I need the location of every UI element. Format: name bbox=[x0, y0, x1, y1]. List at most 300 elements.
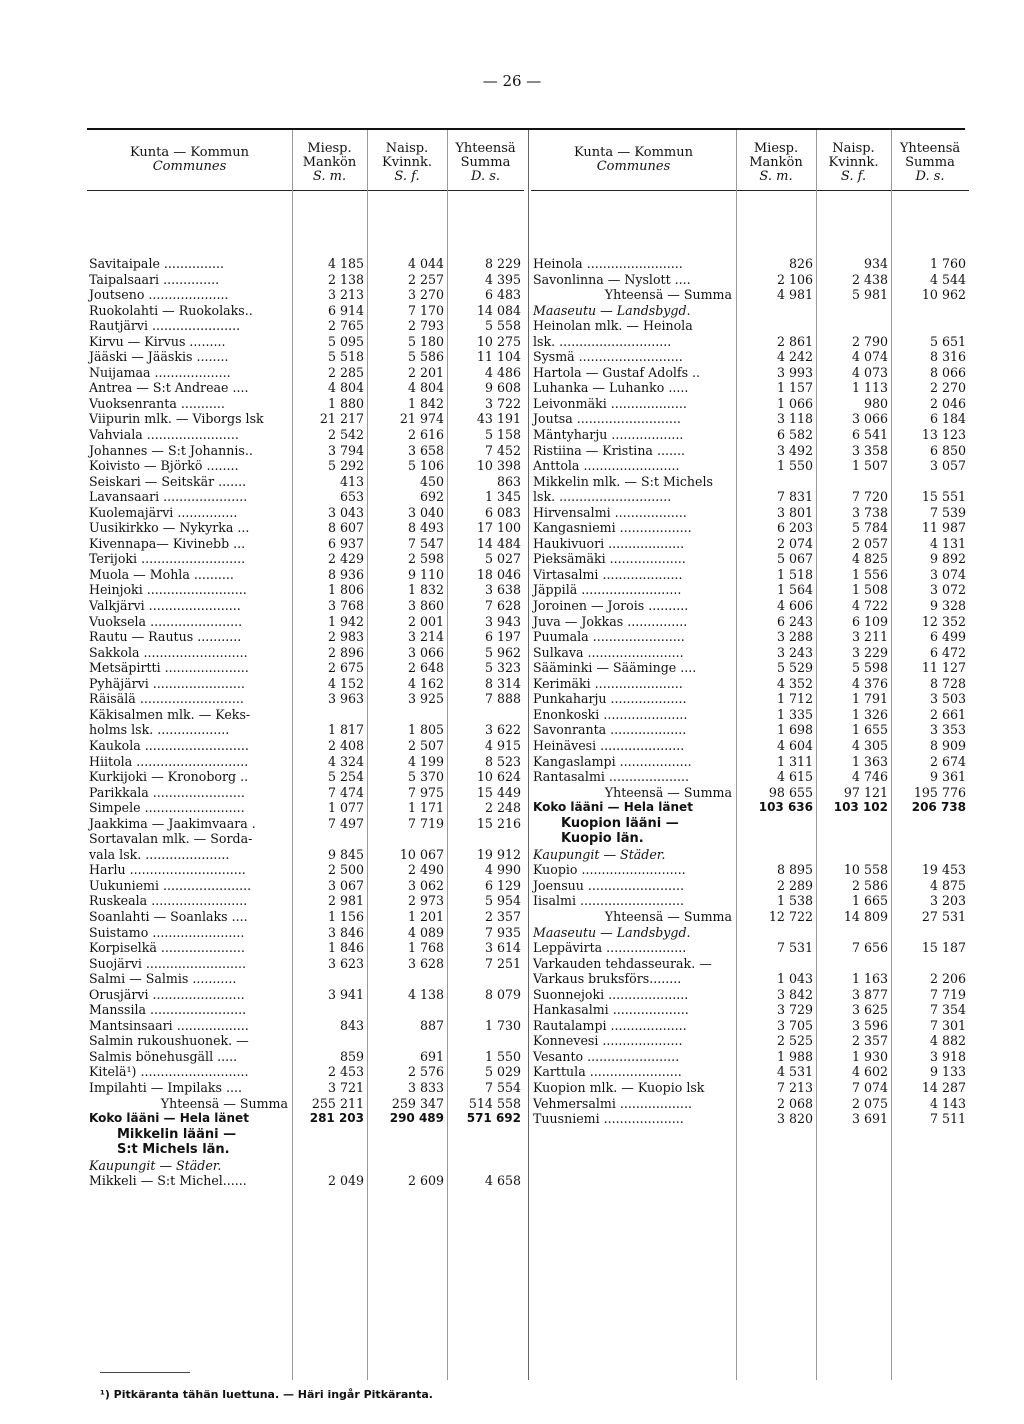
row-name: lsk. ............................ bbox=[533, 333, 672, 349]
table-row bbox=[87, 303, 524, 319]
row-miesp bbox=[736, 474, 816, 490]
row-miesp: 1 311 bbox=[776, 753, 813, 769]
row-naisp: 3 691 bbox=[851, 1111, 888, 1127]
table-row bbox=[531, 956, 969, 972]
row-miesp: 2 068 bbox=[776, 1095, 813, 1111]
right-population-table bbox=[531, 256, 969, 1127]
row-name: Suistamo ....................... bbox=[89, 924, 245, 940]
row-miesp: 3 623 bbox=[327, 955, 364, 971]
row-naisp: 3 066 bbox=[851, 411, 888, 427]
table-row bbox=[87, 365, 524, 381]
table-row bbox=[531, 1064, 969, 1080]
row-total: 4 990 bbox=[484, 862, 521, 878]
row-miesp: 8 936 bbox=[327, 566, 364, 582]
row-naisp: 4 074 bbox=[851, 349, 888, 365]
row-miesp: 3 768 bbox=[327, 598, 364, 614]
row-naisp bbox=[816, 303, 891, 319]
row-name: Valkjärvi ....................... bbox=[89, 598, 241, 614]
table-row bbox=[87, 987, 524, 1003]
row-total: 8 316 bbox=[929, 349, 966, 365]
row-naisp: 450 bbox=[419, 473, 444, 489]
row-naisp: 3 214 bbox=[407, 629, 444, 645]
table-row bbox=[531, 800, 969, 816]
row-total: 2 674 bbox=[929, 753, 966, 769]
row-total: 4 658 bbox=[484, 1173, 521, 1189]
row-name: Savonranta ................... bbox=[533, 722, 687, 738]
row-name: Jäppilä ......................... bbox=[533, 582, 682, 598]
row-total: 7 354 bbox=[929, 1002, 966, 1018]
row-name: Savitaipale ............... bbox=[89, 256, 224, 271]
row-name: Manssila ........................ bbox=[89, 1002, 247, 1018]
row-total: 10 624 bbox=[476, 769, 521, 785]
row-naisp: 4 073 bbox=[851, 364, 888, 380]
row-miesp: 6 914 bbox=[327, 302, 364, 318]
row-naisp: 3 358 bbox=[851, 442, 888, 458]
row-name: Iisalmi .......................... bbox=[533, 893, 685, 909]
row-miesp: 3 705 bbox=[776, 1017, 813, 1033]
row-name: Vahviala ....................... bbox=[89, 427, 239, 443]
table-row bbox=[87, 645, 524, 661]
table-row bbox=[87, 380, 524, 396]
table-row bbox=[87, 582, 524, 598]
table-row bbox=[87, 707, 524, 723]
row-name: Koko lääni — Hela länet bbox=[89, 1111, 249, 1126]
row-name: Soanlahti — Soanlaks .... bbox=[89, 908, 248, 924]
row-naisp bbox=[816, 956, 891, 972]
table-row bbox=[87, 831, 524, 847]
row-naisp: 4 089 bbox=[407, 924, 444, 940]
row-total: 19 912 bbox=[476, 846, 521, 862]
row-name: Maaseutu — Landsbygd. bbox=[533, 302, 691, 318]
row-name: Rautalampi ................... bbox=[533, 1017, 687, 1033]
row-total: 15 449 bbox=[476, 784, 521, 800]
row-name: Jääski — Jääskis ........ bbox=[89, 349, 229, 365]
header-yht-right-3: D. s. bbox=[915, 169, 945, 184]
row-name: Virtasalmi .................... bbox=[533, 566, 683, 582]
row-total bbox=[891, 925, 969, 941]
row-miesp: 3 067 bbox=[327, 877, 364, 893]
row-miesp: 1 806 bbox=[327, 582, 364, 598]
row-naisp: 259 347 bbox=[391, 1095, 444, 1111]
table-row bbox=[531, 427, 969, 443]
row-name: Kangaslampi .................. bbox=[533, 753, 692, 769]
row-miesp: 2 074 bbox=[776, 535, 813, 551]
row-naisp: 4 804 bbox=[407, 380, 444, 396]
row-total: 5 158 bbox=[484, 427, 521, 443]
row-total: 12 352 bbox=[921, 613, 966, 629]
row-name: Tuusniemi .................... bbox=[533, 1111, 684, 1127]
table-row bbox=[531, 396, 969, 412]
table-row bbox=[531, 738, 969, 754]
table-row bbox=[87, 318, 524, 334]
row-miesp: 843 bbox=[339, 1017, 364, 1033]
row-name: Savonlinna — Nyslott .... bbox=[533, 271, 691, 287]
row-naisp: 4 602 bbox=[851, 1064, 888, 1080]
row-name: Sääminki — Säämingе .... bbox=[533, 660, 697, 676]
table-row bbox=[87, 489, 524, 505]
row-name: Haukivuori ................... bbox=[533, 535, 685, 551]
header-yht-2: Summa bbox=[460, 155, 511, 170]
row-name: Ruskeala ........................ bbox=[89, 893, 248, 909]
row-naisp: 2 576 bbox=[407, 1064, 444, 1080]
row-total bbox=[447, 971, 524, 987]
row-total: 8 314 bbox=[484, 675, 521, 691]
row-naisp: 103 102 bbox=[833, 800, 888, 815]
row-name: Hirvensalmi .................. bbox=[533, 504, 687, 520]
row-name: lsk. ............................ bbox=[533, 489, 672, 505]
row-miesp: 3 118 bbox=[776, 411, 813, 427]
header-miesp-3: S. m. bbox=[312, 169, 347, 184]
row-miesp: 1 550 bbox=[776, 458, 813, 474]
row-name: Uusikirkko — Nykyrka ... bbox=[89, 520, 250, 536]
row-miesp bbox=[736, 303, 816, 319]
table-row bbox=[87, 536, 524, 552]
row-total: 6 472 bbox=[929, 644, 966, 660]
row-miesp bbox=[292, 1002, 367, 1018]
row-total: 6 184 bbox=[929, 411, 966, 427]
table-row bbox=[87, 878, 524, 894]
row-naisp: 7 074 bbox=[851, 1079, 888, 1095]
row-miesp: 6 203 bbox=[776, 520, 813, 536]
row-miesp: 4 324 bbox=[327, 753, 364, 769]
table-row bbox=[531, 754, 969, 770]
header-naisp-right-1: Naisp. bbox=[832, 141, 875, 156]
footnote: ¹) Pitkäranta tähän luettuna. — Häri ingår Pitkäranta. bbox=[100, 1388, 433, 1401]
row-name: Jaakkima — Jaakimvaara . bbox=[89, 815, 256, 831]
row-miesp: 2 861 bbox=[776, 333, 813, 349]
row-naisp: 7 719 bbox=[407, 815, 444, 831]
row-name: Vuoksela ....................... bbox=[89, 613, 243, 629]
row-total: 11 987 bbox=[921, 520, 966, 536]
row-naisp: 1 665 bbox=[851, 893, 888, 909]
row-naisp: 2 438 bbox=[851, 271, 888, 287]
row-miesp: 1 942 bbox=[327, 613, 364, 629]
row-naisp: 1 832 bbox=[407, 582, 444, 598]
row-name: Pieksämäki ................... bbox=[533, 551, 686, 567]
row-total: 15 216 bbox=[476, 815, 521, 831]
row-total: 8 728 bbox=[929, 675, 966, 691]
row-miesp: 3 993 bbox=[776, 364, 813, 380]
row-naisp: 5 106 bbox=[407, 458, 444, 474]
row-miesp: 3 243 bbox=[776, 644, 813, 660]
row-miesp: 5 292 bbox=[327, 458, 364, 474]
row-miesp bbox=[736, 318, 816, 334]
table-row bbox=[531, 722, 969, 738]
table-row bbox=[531, 1002, 969, 1018]
row-total: 9 608 bbox=[484, 380, 521, 396]
row-miesp: 2 675 bbox=[327, 660, 364, 676]
row-miesp: 1 846 bbox=[327, 940, 364, 956]
row-naisp: 2 790 bbox=[851, 333, 888, 349]
row-total: 17 100 bbox=[476, 520, 521, 536]
row-name: Kuopion lääni — bbox=[561, 815, 679, 831]
row-total: 7 452 bbox=[484, 442, 521, 458]
row-naisp: 3 738 bbox=[851, 504, 888, 520]
table-row bbox=[531, 707, 969, 723]
row-name: Leppävirta .................... bbox=[533, 940, 687, 956]
row-name: Sulkava ........................ bbox=[533, 644, 684, 660]
row-total: 3 072 bbox=[929, 582, 966, 598]
table-row bbox=[531, 816, 969, 832]
row-total: 6 850 bbox=[929, 442, 966, 458]
table-row bbox=[87, 598, 524, 614]
separator-1 bbox=[292, 130, 293, 1380]
row-total: 15 187 bbox=[921, 940, 966, 956]
row-total: 195 776 bbox=[913, 784, 966, 800]
row-total: 8 523 bbox=[484, 753, 521, 769]
row-name: Suonnejoki .................... bbox=[533, 986, 689, 1002]
row-total: 5 029 bbox=[484, 1064, 521, 1080]
row-name: Ristiina — Kristina ....... bbox=[533, 442, 685, 458]
row-name: Kuolemajärvi ............... bbox=[89, 504, 238, 520]
row-total: 9 361 bbox=[929, 769, 966, 785]
header-naisp-2: Kvinnk. bbox=[382, 155, 432, 170]
row-total: 9 892 bbox=[929, 551, 966, 567]
row-name: Rautjärvi ...................... bbox=[89, 318, 241, 334]
row-name: Luhanka — Luhanko ..... bbox=[533, 380, 689, 396]
footnote-rule bbox=[100, 1372, 190, 1373]
row-total: 4 875 bbox=[929, 877, 966, 893]
row-miesp: 1 156 bbox=[327, 908, 364, 924]
table-row bbox=[531, 520, 969, 536]
row-name: vala lsk. ..................... bbox=[89, 846, 230, 862]
row-miesp: 8 607 bbox=[327, 520, 364, 536]
row-naisp: 692 bbox=[419, 489, 444, 505]
row-naisp: 97 121 bbox=[843, 784, 888, 800]
table-row bbox=[87, 1127, 524, 1143]
row-naisp: 3 229 bbox=[851, 644, 888, 660]
row-naisp: 1 805 bbox=[407, 722, 444, 738]
row-miesp: 5 254 bbox=[327, 769, 364, 785]
table-row bbox=[531, 365, 969, 381]
row-miesp: 3 213 bbox=[327, 287, 364, 303]
row-miesp: 3 820 bbox=[776, 1111, 813, 1127]
table-row bbox=[87, 956, 524, 972]
header-yht-right-2: Summa bbox=[905, 155, 955, 170]
row-naisp: 5 180 bbox=[407, 333, 444, 349]
row-total bbox=[447, 1033, 524, 1049]
row-total: 1 345 bbox=[484, 489, 521, 505]
header-miesp-2: Mankön bbox=[302, 155, 357, 170]
row-miesp: 2 542 bbox=[327, 427, 364, 443]
row-miesp: 1 988 bbox=[776, 1048, 813, 1064]
row-total: 3 503 bbox=[929, 691, 966, 707]
table-row bbox=[531, 878, 969, 894]
row-total: 3 943 bbox=[484, 613, 521, 629]
row-total: 27 531 bbox=[921, 908, 966, 924]
row-naisp: 1 768 bbox=[407, 940, 444, 956]
table-row bbox=[531, 458, 969, 474]
row-miesp: 4 604 bbox=[776, 737, 813, 753]
row-total: 5 962 bbox=[484, 644, 521, 660]
table-row bbox=[87, 551, 524, 567]
row-name: Rautu — Rautus ........... bbox=[89, 629, 242, 645]
row-name: Mikkelin lääni — bbox=[117, 1126, 237, 1142]
table-row bbox=[531, 1080, 969, 1096]
row-total: 6 499 bbox=[929, 629, 966, 645]
table-row bbox=[87, 909, 524, 925]
table-row bbox=[87, 256, 524, 272]
row-naisp: 8 493 bbox=[407, 520, 444, 536]
table-row bbox=[87, 754, 524, 770]
row-naisp: 3 625 bbox=[851, 1002, 888, 1018]
row-naisp: 2 609 bbox=[407, 1173, 444, 1189]
row-name: Kerimäki ...................... bbox=[533, 675, 683, 691]
row-miesp: 7 497 bbox=[327, 815, 364, 831]
row-name: Konnevesi .................... bbox=[533, 1033, 683, 1049]
row-miesp: 2 408 bbox=[327, 737, 364, 753]
row-name: Kirvu — Kirvus ......... bbox=[89, 333, 226, 349]
row-name: Karttula ....................... bbox=[533, 1064, 682, 1080]
row-miesp: 1 157 bbox=[776, 380, 813, 396]
header-kunta bbox=[87, 146, 292, 174]
separator-4 bbox=[736, 130, 737, 1380]
row-naisp: 1 507 bbox=[851, 458, 888, 474]
row-naisp: 1 791 bbox=[851, 691, 888, 707]
header-kunta-right-label: Kunta — Kommun bbox=[574, 145, 693, 160]
row-total: 1 550 bbox=[484, 1048, 521, 1064]
row-naisp: 10 558 bbox=[843, 862, 888, 878]
row-total: 9 133 bbox=[929, 1064, 966, 1080]
row-name: Puumala ....................... bbox=[533, 629, 685, 645]
row-naisp: 2 357 bbox=[851, 1033, 888, 1049]
table-row bbox=[531, 598, 969, 614]
left-table-header bbox=[87, 130, 524, 191]
row-miesp: 1 817 bbox=[327, 722, 364, 738]
row-miesp: 2 289 bbox=[776, 877, 813, 893]
row-miesp: 3 941 bbox=[327, 986, 364, 1002]
row-naisp: 3 833 bbox=[407, 1079, 444, 1095]
row-name: Yhteensä — Summa bbox=[604, 784, 732, 800]
row-total bbox=[447, 1002, 524, 1018]
row-total: 4 882 bbox=[929, 1033, 966, 1049]
row-total: 5 954 bbox=[484, 893, 521, 909]
row-naisp: 7 170 bbox=[407, 302, 444, 318]
row-miesp: 7 531 bbox=[776, 940, 813, 956]
row-total bbox=[891, 474, 969, 490]
row-miesp: 6 937 bbox=[327, 535, 364, 551]
row-total: 2 046 bbox=[929, 395, 966, 411]
row-naisp: 887 bbox=[419, 1017, 444, 1033]
row-total: 8 229 bbox=[484, 256, 521, 271]
row-miesp: 653 bbox=[339, 489, 364, 505]
row-name: Lavansaari ..................... bbox=[89, 489, 248, 505]
row-miesp: 3 801 bbox=[776, 504, 813, 520]
table-row bbox=[531, 769, 969, 785]
table-row bbox=[87, 427, 524, 443]
header-miesp bbox=[292, 142, 367, 184]
table-row bbox=[531, 287, 969, 303]
row-name: Korpiselkä ..................... bbox=[89, 940, 245, 956]
row-name: Hartola — Gustaf Adolfs .. bbox=[533, 364, 701, 380]
row-total: 7 935 bbox=[484, 924, 521, 940]
row-name: Nuijamaa ................... bbox=[89, 364, 231, 380]
table-row bbox=[87, 1064, 524, 1080]
row-miesp: 9 845 bbox=[327, 846, 364, 862]
row-naisp: 4 199 bbox=[407, 753, 444, 769]
row-name: Kangasniemi .................. bbox=[533, 520, 692, 536]
row-naisp: 6 541 bbox=[851, 427, 888, 443]
row-naisp: 7 656 bbox=[851, 940, 888, 956]
table-row bbox=[87, 1002, 524, 1018]
table-row bbox=[87, 940, 524, 956]
row-miesp bbox=[292, 971, 367, 987]
table-row bbox=[87, 443, 524, 459]
row-miesp: 2 106 bbox=[776, 271, 813, 287]
row-name: Simpele ......................... bbox=[89, 800, 245, 816]
row-miesp: 21 217 bbox=[319, 411, 364, 427]
table-row bbox=[87, 1049, 524, 1065]
row-name: Mäntyharju .................. bbox=[533, 427, 684, 443]
row-total: 2 206 bbox=[929, 971, 966, 987]
table-row bbox=[87, 660, 524, 676]
header-miesp-right bbox=[736, 142, 816, 184]
row-total: 11 104 bbox=[476, 349, 521, 365]
row-total: 19 453 bbox=[921, 862, 966, 878]
row-naisp: 4 746 bbox=[851, 769, 888, 785]
row-naisp: 5 981 bbox=[851, 287, 888, 303]
row-name: Käkisalmen mlk. — Keks- bbox=[89, 706, 251, 722]
table-row bbox=[531, 582, 969, 598]
header-naisp-right bbox=[816, 142, 891, 184]
table-row bbox=[87, 1111, 524, 1127]
table-row bbox=[87, 1033, 524, 1049]
row-naisp: 2 973 bbox=[407, 893, 444, 909]
row-total: 3 057 bbox=[929, 458, 966, 474]
row-naisp bbox=[816, 318, 891, 334]
row-miesp: 8 895 bbox=[776, 862, 813, 878]
row-miesp bbox=[292, 831, 367, 847]
row-naisp: 1 201 bbox=[407, 908, 444, 924]
right-table-body bbox=[531, 256, 969, 1127]
row-miesp: 2 983 bbox=[327, 629, 364, 645]
row-miesp: 5 067 bbox=[776, 551, 813, 567]
table-row bbox=[87, 334, 524, 350]
row-naisp: 3 596 bbox=[851, 1017, 888, 1033]
table-row bbox=[87, 287, 524, 303]
row-total: 7 888 bbox=[484, 691, 521, 707]
row-miesp: 4 804 bbox=[327, 380, 364, 396]
row-total: 8 909 bbox=[929, 737, 966, 753]
table-row bbox=[87, 629, 524, 645]
row-total: 6 197 bbox=[484, 629, 521, 645]
row-name: Yhteensä — Summa bbox=[604, 287, 732, 303]
table-row bbox=[87, 691, 524, 707]
row-total: 4 131 bbox=[929, 535, 966, 551]
table-row bbox=[87, 474, 524, 490]
header-miesp-right-3: S. m. bbox=[759, 169, 793, 184]
row-naisp: 4 162 bbox=[407, 675, 444, 691]
row-naisp: 4 305 bbox=[851, 737, 888, 753]
row-name: Salmin rukoushuonek. — bbox=[89, 1033, 249, 1049]
row-miesp: 2 765 bbox=[327, 318, 364, 334]
row-naisp: 2 001 bbox=[407, 613, 444, 629]
row-miesp: 4 531 bbox=[776, 1064, 813, 1080]
row-naisp bbox=[367, 1002, 447, 1018]
row-name: Räisälä .......................... bbox=[89, 691, 244, 707]
row-total: 14 484 bbox=[476, 535, 521, 551]
row-miesp: 3 846 bbox=[327, 924, 364, 940]
row-naisp bbox=[816, 474, 891, 490]
row-miesp: 3 721 bbox=[327, 1079, 364, 1095]
table-row bbox=[531, 660, 969, 676]
row-miesp bbox=[736, 847, 816, 863]
row-total: 5 027 bbox=[484, 551, 521, 567]
row-name: Hiitola ............................ bbox=[89, 753, 249, 769]
row-naisp: 980 bbox=[863, 395, 888, 411]
table-row bbox=[531, 614, 969, 630]
row-miesp: 4 152 bbox=[327, 675, 364, 691]
